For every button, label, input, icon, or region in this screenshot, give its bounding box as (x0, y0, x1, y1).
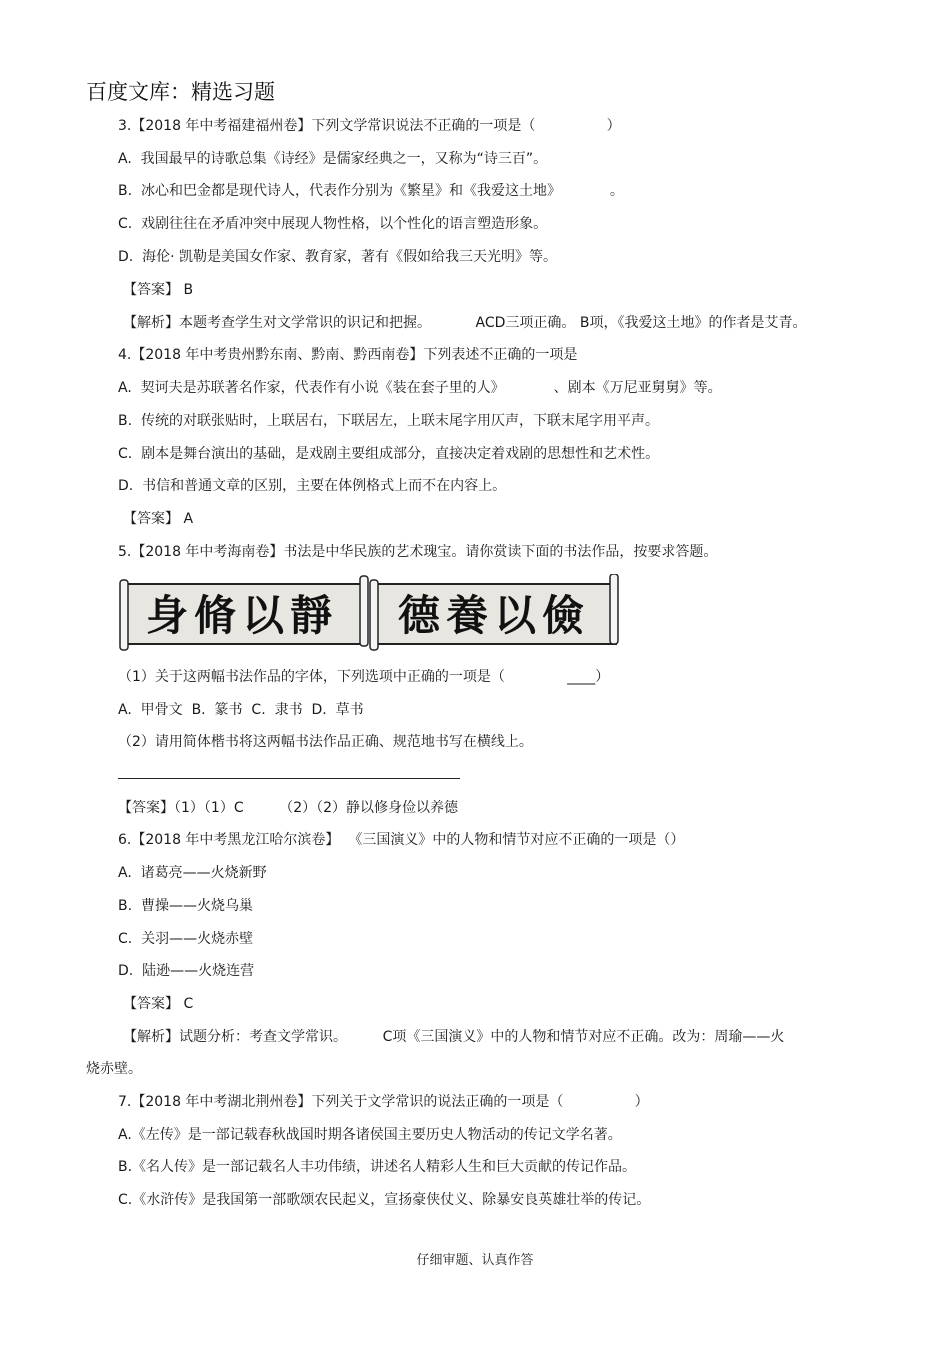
q6-answer: 【答案】 C (123, 996, 194, 1012)
q4-option-c: C. 剧本是舞台演出的基础，是戏剧主要组成部分，直接决定着戏剧的思想性和艺术性。 (118, 446, 660, 462)
q5-sub2: （2）请用简体楷书将这两幅书法作品正确、规范地书写在横线上。 (118, 734, 533, 750)
q4-option-b: B. 传统的对联张贴时，上联居右，下联居左，上联末尾字用仄声，下联末尾字用平声。 (118, 413, 659, 429)
q7-option-a: A.《左传》是一部记载春秋战国时期各诸侯国主要历史人物活动的传记文学名著。 (118, 1127, 622, 1143)
calligraphy-scrolls-image (118, 574, 622, 654)
scroll-right-text: 德養以儉 (397, 591, 591, 640)
q5-options: A. 甲骨文 B. 篆书 C. 隶书 D. 草书 (118, 702, 364, 718)
q7-option-c: C.《水浒传》是我国第一部歌颂农民起义，宣扬豪侠仗义、除暴安良英雄壮举的传记。 (118, 1192, 651, 1208)
page-header-title: 百度文库：精选习题 (86, 80, 275, 104)
calligraphy-scroll-left (120, 576, 368, 650)
q5-stem: 5.【2018 年中考海南卷】书法是中华民族的艺术瑰宝。请你赏读下面的书法作品，按要求答题。 (118, 544, 718, 560)
q6-option-a: A. 诸葛亮——火烧新野 (118, 865, 267, 881)
q6-option-c: C. 关羽——火烧赤壁 (118, 931, 254, 947)
scroll-left-text: 身脩以靜 (145, 591, 339, 640)
q4-option-d: D. 书信和普通文章的区别，主要在体例格式上而不在内容上。 (118, 478, 507, 494)
q3-answer: 【答案】 B (123, 282, 194, 298)
q6-option-b: B. 曹操——火烧乌巢 (118, 898, 253, 914)
q7-option-b: B.《名人传》是一部记载名人丰功伟绩，讲述名人精彩人生和巨大贡献的传记作品。 (118, 1159, 637, 1175)
q5-sub1: （1）关于这两幅书法作品的字体，下列选项中正确的一项是（ ____） (118, 669, 610, 685)
q3-option-c: C. 戏剧往往在矛盾冲突中展现人物性格，以个性化的语言塑造形象。 (118, 216, 548, 232)
q4-stem: 4.【2018 年中考贵州黔东南、黔南、黔西南卷】下列表述不正确的一项是 (118, 347, 578, 363)
q3-stem: 3.【2018 年中考福建福州卷】下列文学常识说法不正确的一项是（ ） (118, 118, 621, 134)
q6-analysis-line1: 【解析】试题分析：考查文学常识。 C项《三国演义》中的人物和情节对应不正确。改为：周瑜——火 (123, 1029, 785, 1045)
answer-blank-line (118, 778, 460, 779)
calligraphy-scroll-right (370, 574, 618, 650)
q3-option-d: D. 海伦· 凯勒是美国女作家、教育家，著有《假如给我三天光明》等。 (118, 249, 558, 265)
q6-option-d: D. 陆逊——火烧连营 (118, 963, 255, 979)
q3-option-a: A. 我国最早的诗歌总集《诗经》是儒家经典之一，又称为“诗三百”。 (118, 151, 548, 167)
q4-option-a: A. 契诃夫是苏联著名作家，代表作有小说《装在套子里的人》 、剧本《万尼亚舅舅》等。 (118, 380, 722, 396)
q7-stem: 7.【2018 年中考湖北荆州卷】下列关于文学常识的说法正确的一项是（ ） (118, 1094, 649, 1110)
q3-option-b: B. 冰心和巴金都是现代诗人，代表作分别为《繁星》和《我爱这土地》 。 (118, 183, 624, 199)
q6-stem: 6.【2018 年中考黑龙江哈尔滨卷】 《三国演义》中的人物和情节对应不正确的一项是（） (118, 832, 685, 848)
page-footer: 仔细审题、认真作答 (416, 1253, 534, 1268)
q6-analysis-line2: 烧赤壁。 (86, 1061, 142, 1077)
q5-answer: 【答案】（1）（1）C （2）（2）静以修身俭以养德 (118, 800, 459, 816)
q3-analysis: 【解析】本题考查学生对文学常识的识记和把握。 ACD三项正确。 B项，《我爱这土地》的作者是艾青。 (123, 315, 807, 331)
q4-answer: 【答案】 A (123, 511, 194, 527)
